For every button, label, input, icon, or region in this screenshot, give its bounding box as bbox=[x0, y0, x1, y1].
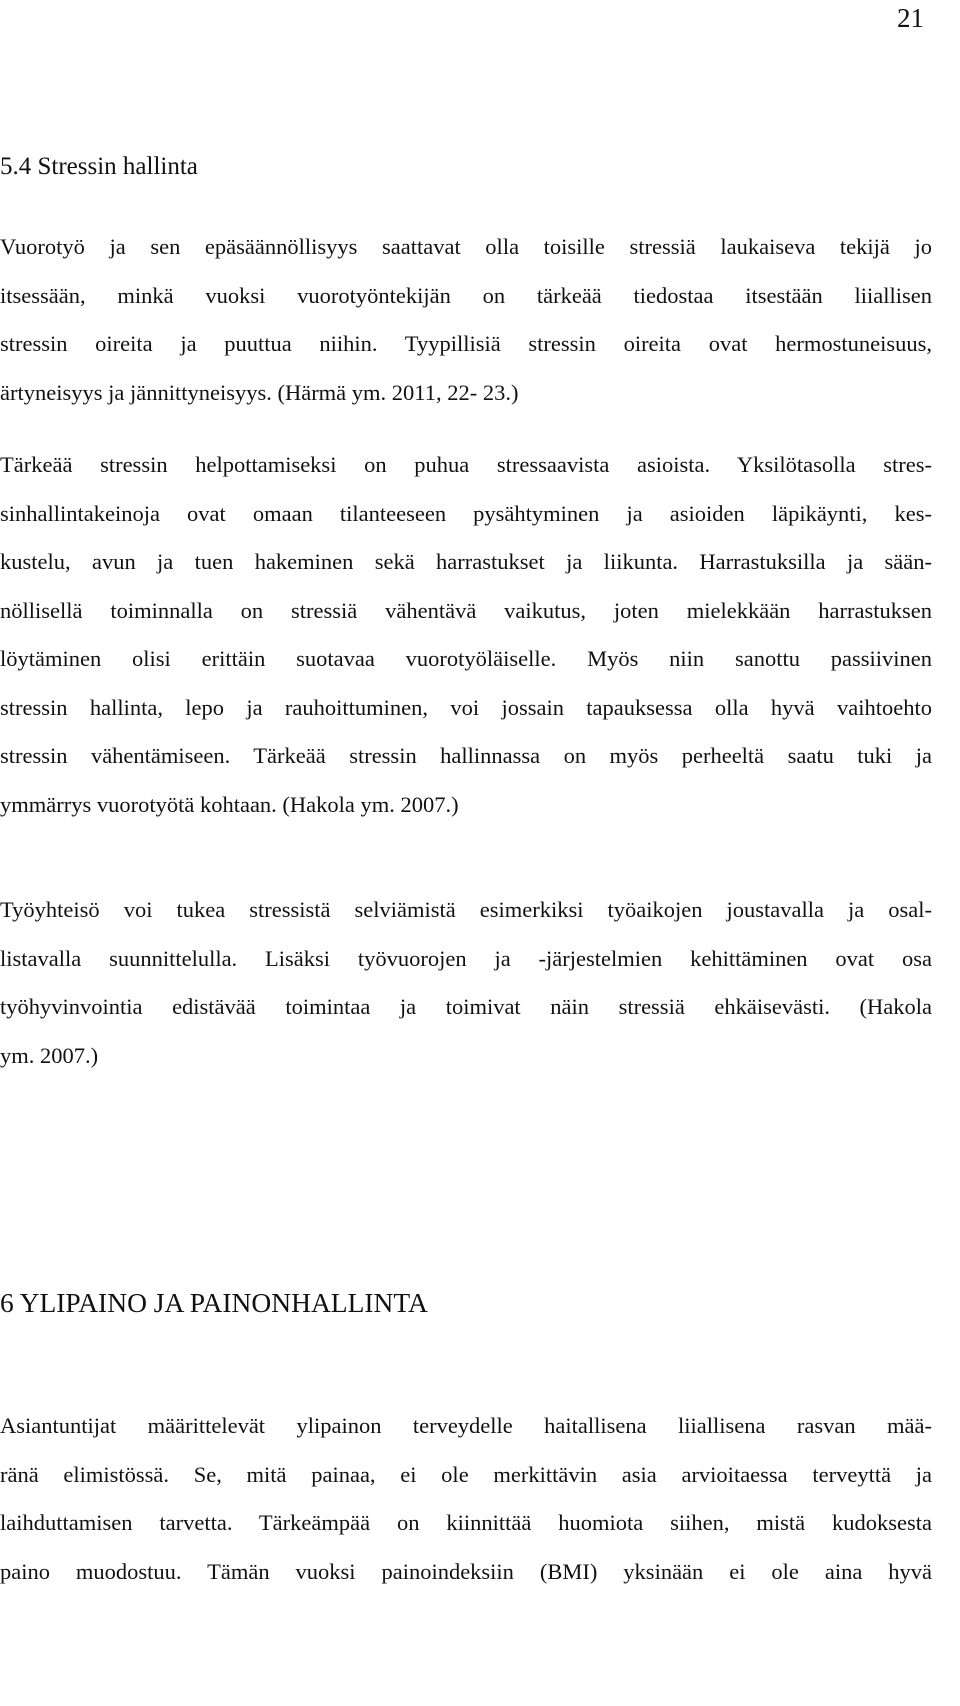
text-line: stressin hallinta, lepo ja rauhoittuminen, voi jossain tapauksessa olla hyvä vaihtoehto bbox=[0, 694, 932, 720]
text-line: sinhallintakeinoja ovat omaan tilanteeseen pysähtyminen ja asioiden läpikäynti, kes- bbox=[0, 500, 932, 526]
text-line: kustelu, avun ja tuen hakeminen sekä harrastukset ja liikunta. Harrastuksilla ja sään- bbox=[0, 549, 932, 574]
text-line: Asiantuntijat määrittelevät ylipainon terveydelle haitallisena liiallisena rasvan mää- bbox=[0, 1413, 932, 1438]
paragraph-shift-work-stress bbox=[0, 223, 932, 417]
text-line: laihduttamisen tarvetta. Tärkeämpää on kiinnittää huomiota siihen, mistä kudoksesta bbox=[0, 1510, 932, 1535]
section-heading-5-4: 5.4 Stressin hallinta bbox=[0, 153, 198, 180]
text-line: työhyvinvointia edistävää toimintaa ja toimivat näin stressiä ehkäisevästi. (Hakola bbox=[0, 994, 932, 1019]
text-line: Tärkeää stressin helpottamiseksi on puhua stressaavista asioista. Yksilötasolla stres- bbox=[0, 452, 932, 477]
text-line: Vuorotyö ja sen epäsäännöllisyys saattavat olla toisille stressiä laukaiseva tekijä jo bbox=[0, 234, 932, 259]
text-line: Työyhteisö voi tukea stressistä selviämistä esimerkiksi työaikojen joustavalla ja osal- bbox=[0, 897, 932, 922]
text-line: nöllisellä toiminnalla on stressiä vähentävä vaikutus, joten mielekkään harrastuksen bbox=[0, 597, 932, 623]
page-number: 21 bbox=[897, 3, 924, 33]
text-line: löytäminen olisi erittäin suotavaa vuorotyöläiselle. Myös niin sanottu passiivinen bbox=[0, 646, 932, 671]
paragraph-stress-relief-methods bbox=[0, 441, 932, 829]
text-line: listavalla suunnittelulla. Lisäksi työvuorojen ja -järjestelmien kehittäminen ovat osa bbox=[0, 945, 932, 971]
text-line: paino muodostuu. Tämän vuoksi painoindeksiin (BMI) yksinään ei ole aina hyvä bbox=[0, 1558, 932, 1584]
text-line: ärtyneisyys ja jännittyneisyys. (Härmä ym. 2011, 22- 23.) bbox=[0, 379, 519, 405]
text-line: ym. 2007.) bbox=[0, 1042, 99, 1068]
text-line: stressin vähentämiseen. Tärkeää stressin hallinnassa on myös perheeltä saatu tuki ja bbox=[0, 743, 932, 768]
chapter-heading-6: 6 YLIPAINO JA PAINONHALLINTA bbox=[0, 1287, 428, 1318]
text-line: ränä elimistössä. Se, mitä painaa, ei ole merkittävin asia arvioitaessa terveyttä ja bbox=[0, 1461, 932, 1487]
text-line: stressin oireita ja puuttua niihin. Tyypillisiä stressin oireita ovat hermostuneisuus, bbox=[0, 331, 932, 356]
text-line: ymmärrys vuorotyötä kohtaan. (Hakola ym. 2007.) bbox=[0, 791, 459, 817]
text-line: itsessään, minkä vuoksi vuorotyöntekijän on tärkeää tiedostaa itsestään liiallisen bbox=[0, 282, 932, 308]
paragraph-overweight-definition bbox=[0, 1402, 932, 1596]
paragraph-workplace-support bbox=[0, 886, 932, 1080]
